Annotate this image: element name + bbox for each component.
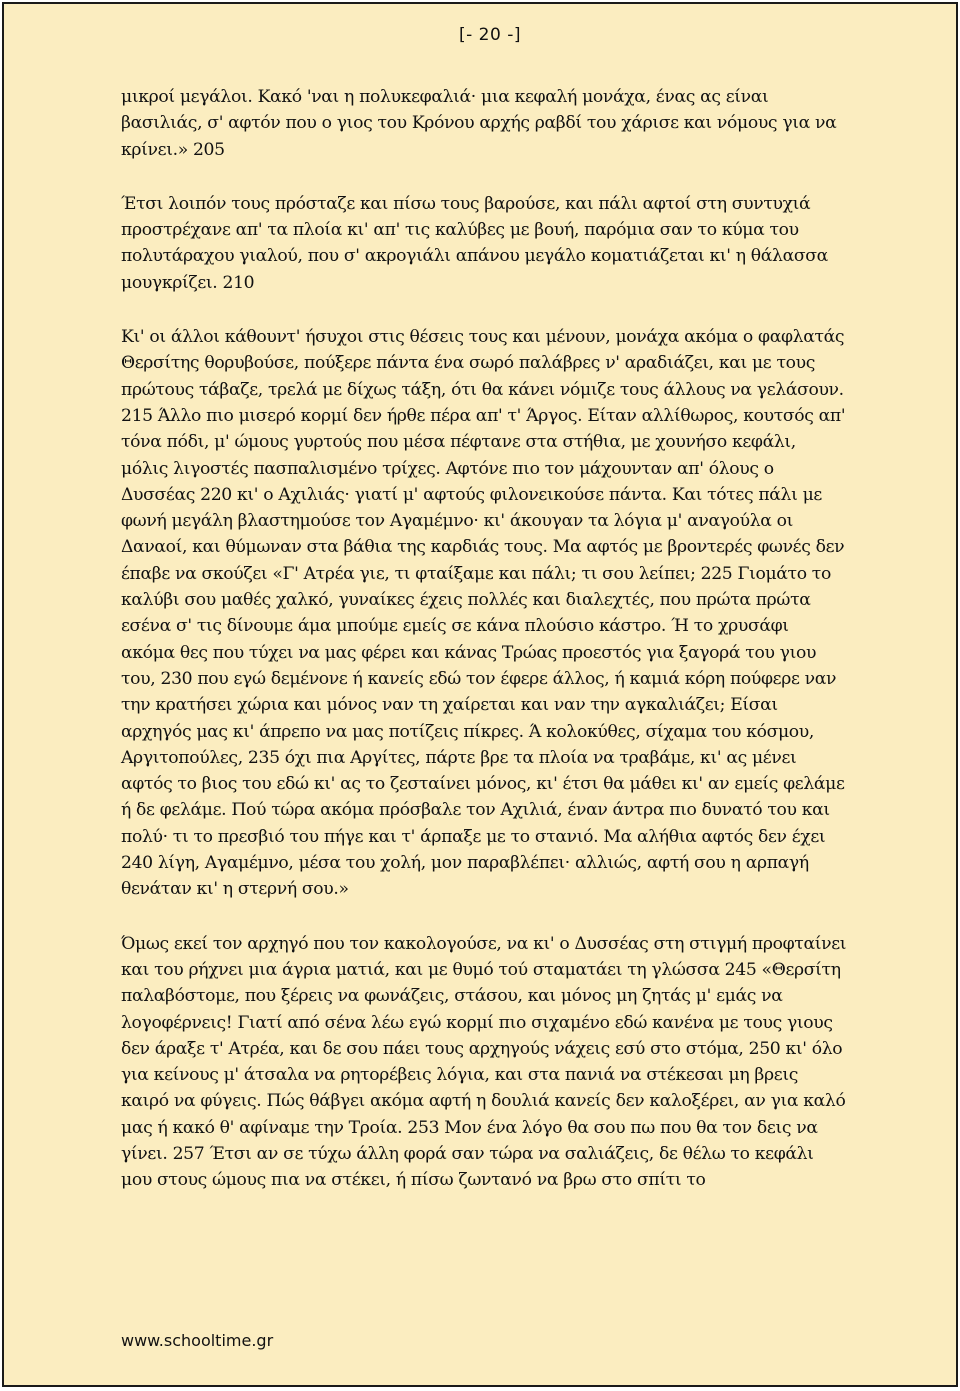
document-body	[121, 84, 847, 1194]
page-number: [- 20 -]	[459, 25, 521, 45]
paragraph-4: Όμως εκεί τον αρχηγό που τον κακολογούσε, να κι' ο Δυσσέας στη στιγμή προφταίνει και του ρήχνει μια άγρια ματιά, και με θυμό τού σταματάει τη γλώσσα 245 «Θερσίτη παλαβόστομε, που ξέρεις να φωνάζεις, στάσου, και μόνος μη ζητάς μ' εμάς να λογοφέρνεις! Γιατί από σένα λέω εγώ κορμί πιο σιχαμένο εδώ κανένα με τους γιους δεν άραξε τ' Ατρέα, και δε σου πάει τους αρχηγούς νάχεις εσύ στο στόμα, 250 κι' όλο για κείνους μ' άτσαλα να ρητορέβεις λόγια, και στα πανιά να στέκεσαι μη βρεις καιρό να φύγεις. Πώς θάβγει ακόμα αφτή η δουλιά κανείς δεν καλοξέρει, αν για καλό μας ή κακό θ' αφίναμε την Τροία. 253 Μον ένα λόγο θα σου πω που θα τον δεις να γίνει. 257 Έτσι αν σε τύχω άλλη φορά σαν τώρα να σαλιάζεις, δε θέλω το κεφάλι μου στους ώμους πια να στέκει, ή πίσω ζωντανό να βρω στο σπίτι το	[121, 933, 847, 1191]
document-page	[2, 2, 958, 1387]
paragraph-2: Έτσι λοιπόν τους πρόσταζε και πίσω τους βαρούσε, και πάλι αφτοί στη συντυχιά προστρέχανε απ' τα πλοία κι' απ' τις καλύβες με βουή, παρόμια σαν το κύμα του πολυτάραχου γιαλού, που σ' ακρογιάλι απάνου μεγάλο κοματιάζεται κι' η θάλασσα μουγκρίζει. 210	[121, 193, 828, 293]
paragraph-3: Κι' οι άλλοι κάθουντ' ήσυχοι στις θέσεις τους και μένουν, μονάχα ακόμα ο φαφλατάς Θερσίτης θορυβούσε, πούξερε πάντα ένα σωρό παλάβρες ν' αραδιάζει, και με τους πρώτους τάβαζε, τρελά με δίχως τάξη, ότι θα κάνει νόμιζε τους άλλους να γελάσουν. 215 Άλλο πιο μισερό κορμί δεν ήρθε πέρα απ' τ' Άργος. Είταν αλλίθωρος, κουτσός απ' τόνα πόδι, μ' ώμους γυρτούς που μέσα πέφτανε στα στήθια, με χουνήσο κεφάλι, μόλις λιγοστές πασπαλισμένο τρίχες. Αφτόνε πιο τον μάχουνταν απ' όλους ο Δυσσέας 220 κι' ο Αχιλιάς· γιατί μ' αφτούς φιλονεικούσε πάντα. Και τότες πάλι με φωνή μεγάλη βλαστημούσε τον Αγαμέμνο· κι' άκουγαν τα λόγια μ' αναγούλα οι Δαναοί, και θύμωναν στα βάθια της καρδιάς τους. Μα αφτός με βροντερές φωνές δεν έπαβε να σκούζει «Γ' Ατρέα γιε, τι φταίξαμε και πάλι; τι σου λείπει; 225 Γιομάτο το καλύβι σου μαθές χαλκό, γυναίκες έχεις πολλές και διαλεχτές, που πρώτα πρώτα εσένα σ' τις δίνουμε άμα μπούμε εμείς σε κάνα πλούσιο κάστρο. Ή το χρυσάφι ακόμα θες που τύχει να μας φέρει και κάνας Τρώας προεστός για ξαγορά του γιου του, 230 που εγώ δεμένονε ή κανείς εδώ τον έφερε άλλος, ή καμιά κόρη πούφερε ναν την κρατήσει χώρια και μόνος ναν τη χαίρεται και ναν την αγκαλιάζει; Είσαι αρχηγός μας κι' άπρεπο να μας ποτίζεις πίκρες. Ά κολοκύθες, σίχαμα του κόσμου, Αργιτοπούλες, 235 όχι πια Αργίτες, πάρτε βρε τα πλοία να τραβάμε, κι' ας μένει αφτός το βιος του εδώ κι' ας το ζεσταίνει μόνος, κι' έτσι θα μάθει κι' αν εμείς φελάμε ή δε φελάμε. Πού τώρα ακόμα πρόσβαλε τον Αχιλιά, έναν άντρα πιο δυνατό του και πολύ· τι το πρεσβιό του πήγε και τ' άρπαξε με το στανιό. Μα αλήθια αφτός δεν έχει 240 λίγη, Αγαμέμνο, μέσα του χολή, μον παραβλέπει· αλλιώς, αφτή σου η αρπαγή θενάταν κι' η στερνή σου.»	[121, 327, 846, 900]
paragraph-1: μικροί μεγάλοι. Κακό 'ναι η πολυκεφαλιά· μια κεφαλή μονάχα, ένας ας είναι βασιλιάς, σ' αφτόν που ο γιος του Κρόνου αρχής ραβδί του χάρισε και νόμους για να κρίνει.» 205	[121, 87, 837, 160]
footer-website: www.schooltime.gr	[121, 1331, 274, 1350]
